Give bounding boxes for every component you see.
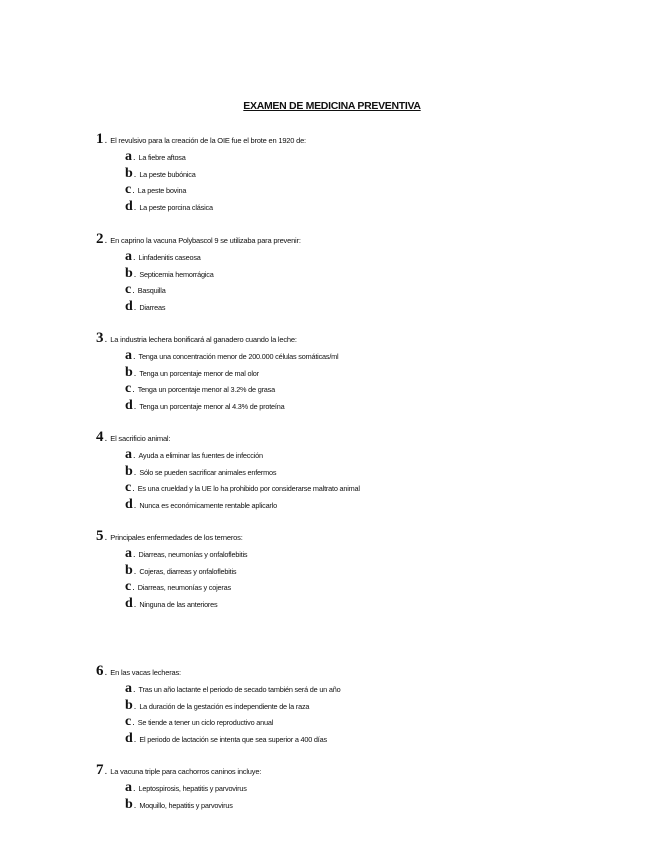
option-letter: b [125,796,133,812]
question-text: Principales enfermedades de los terneros: [110,533,243,542]
option-text: La peste bovina [137,186,187,196]
option-a [125,249,636,266]
option-list [125,780,636,813]
option-b [125,266,636,283]
question-text: En caprino la vacuna Polybascol 9 se utilizaba para prevenir: [110,236,301,245]
option-c [125,182,636,199]
option-letter: d [125,730,133,746]
option-d [125,398,636,415]
option-letter-dot: . [132,483,135,494]
option-text: Tenga un porcentaje menor de mal olor [139,368,259,378]
option-letter: a [125,447,132,462]
option-list [125,149,636,215]
option-text: Diarreas, neumonías y cojeras [137,583,231,593]
option-letter: d [125,496,133,512]
option-letter: c [125,480,132,496]
option-text: Ninguna de las anteriores [139,599,218,609]
option-letter-dot: . [133,700,137,711]
option-letter-dot: . [133,598,137,609]
exam-title: EXAMEN DE MEDICINA PREVENTIVA [243,100,421,112]
option-c [125,480,636,497]
question-text: En las vacas lecheras: [110,668,181,677]
option-list [125,249,636,315]
option-text: Cojeras, diarreas y onfaloflebitis [139,566,237,576]
question-number: 6 [96,663,104,679]
option-text: Linfadenitis caseosa [138,253,201,262]
option-a [125,780,636,797]
option-list [125,546,636,612]
option-letter-dot: . [133,733,137,744]
question-number-dot: . [104,135,108,146]
option-letter: a [125,149,132,164]
question-number-dot: . [104,235,108,246]
question-1 [96,131,636,215]
option-letter: d [125,298,133,314]
option-list [125,681,636,747]
option-text: Tenga un porcentaje menor al 4.3% de proteína [139,401,285,411]
option-d [125,731,636,748]
option-letter: c [125,182,132,198]
option-text: Septicemia hemorrágica [139,269,214,279]
question-number: 1 [96,131,104,147]
option-letter-dot: . [133,549,136,559]
option-letter-dot: . [133,168,137,179]
option-b [125,563,636,580]
option-text: La duración de la gestación es independiente de la raza [139,701,310,711]
option-c [125,381,636,398]
option-d [125,299,636,316]
question-7 [96,762,636,813]
option-letter-dot: . [133,351,136,361]
option-letter-dot: . [133,799,137,810]
question-number-dot: . [104,532,108,543]
option-letter-dot: . [133,684,136,694]
question-5 [96,528,636,612]
option-b [125,365,636,382]
option-text: Tras un año lactante el periodo de secado también será de un año [138,685,341,694]
question-line [96,330,636,348]
question-number-dot: . [104,433,108,444]
question-number: 3 [96,330,104,346]
option-text: Diarreas [139,302,166,312]
question-line [96,762,636,780]
option-letter: c [125,579,132,595]
option-letter: b [125,697,133,713]
option-letter-dot: . [133,499,137,510]
option-letter-dot: . [133,252,136,262]
option-letter: a [125,249,132,264]
option-d [125,596,636,613]
question-number: 4 [96,429,104,445]
option-text: Tenga una concentración menor de 200.000 células somáticas/ml [138,352,339,361]
option-letter-dot: . [132,582,135,593]
option-letter-dot: . [133,466,137,477]
option-letter: d [125,397,133,413]
option-letter: a [125,348,132,363]
question-number-dot: . [104,667,108,678]
option-text: Es una crueldad y la UE lo ha prohibido por considerarse maltrato animal [137,484,360,494]
option-b [125,698,636,715]
option-letter-dot: . [132,185,135,196]
question-text: La industria lechera bonificará al ganadero cuando la leche: [110,335,297,344]
option-a [125,447,636,464]
option-letter: b [125,562,133,578]
option-letter: d [125,198,133,214]
question-6 [96,663,636,747]
option-letter-dot: . [132,384,135,395]
option-list [125,447,636,513]
option-a [125,348,636,365]
option-text: Leptospirosis, hepatitis y parvovirus [138,784,247,793]
option-b [125,797,636,814]
option-c [125,579,636,596]
option-letter: d [125,595,133,611]
option-c [125,282,636,299]
option-letter-dot: . [132,717,135,728]
question-number: 5 [96,528,104,544]
option-letter-dot: . [133,367,137,378]
option-letter-dot: . [133,450,136,460]
option-text: Tenga un porcentaje menor al 3.2% de grasa [137,385,275,395]
option-text: Moquillo, hepatitis y parvovirus [139,800,233,810]
option-letter-dot: . [133,301,137,312]
option-d [125,199,636,216]
option-text: El periodo de lactación se intenta que sea superior a 400 días [139,734,327,744]
option-letter: a [125,546,132,561]
option-text: Basquilla [137,286,166,296]
option-a [125,546,636,563]
option-letter-dot: . [133,783,136,793]
question-line [96,663,636,681]
question-3 [96,330,636,414]
option-letter: a [125,780,132,795]
option-letter-dot: . [133,565,137,576]
option-letter: b [125,364,133,380]
option-a [125,149,636,166]
option-text: Se tiende a tener un ciclo reproductivo anual [137,718,274,728]
option-letter: b [125,165,133,181]
option-letter-dot: . [133,201,137,212]
option-letter: c [125,381,132,397]
option-text: La fiebre aftosa [138,153,186,162]
question-line [96,231,636,249]
option-c [125,714,636,731]
option-text: La peste bubónica [139,169,196,179]
option-text: Ayuda a eliminar las fuentes de infección [138,451,263,460]
question-number-dot: . [104,766,108,777]
question-number: 7 [96,762,104,778]
option-letter: c [125,282,132,298]
option-letter: c [125,714,132,730]
option-list [125,348,636,414]
question-line [96,429,636,447]
option-b [125,166,636,183]
question-text: La vacuna triple para cachorros caninos incluye: [110,767,262,776]
option-letter: b [125,265,133,281]
question-line [96,528,636,546]
question-line [96,131,636,149]
option-letter-dot: . [132,285,135,296]
question-text: El revulsivo para la creación de la OIE fue el brote en 1920 de: [110,136,306,145]
option-text: Sólo se pueden sacrificar animales enfermos [139,467,277,477]
option-letter: b [125,463,133,479]
question-text: El sacrificio animal: [110,434,171,443]
option-b [125,464,636,481]
option-letter-dot: . [133,400,137,411]
option-text: La peste porcina clásica [139,202,213,212]
option-text: Nunca es económicamente rentable aplicarlo [139,500,277,510]
option-letter: a [125,681,132,696]
option-a [125,681,636,698]
question-number: 2 [96,231,104,247]
question-2 [96,231,636,315]
option-letter-dot: . [133,152,136,162]
question-number-dot: . [104,334,108,345]
option-d [125,497,636,514]
option-text: Diarreas, neumonías y onfaloflebitis [138,550,248,559]
option-letter-dot: . [133,268,137,279]
question-4 [96,429,636,513]
